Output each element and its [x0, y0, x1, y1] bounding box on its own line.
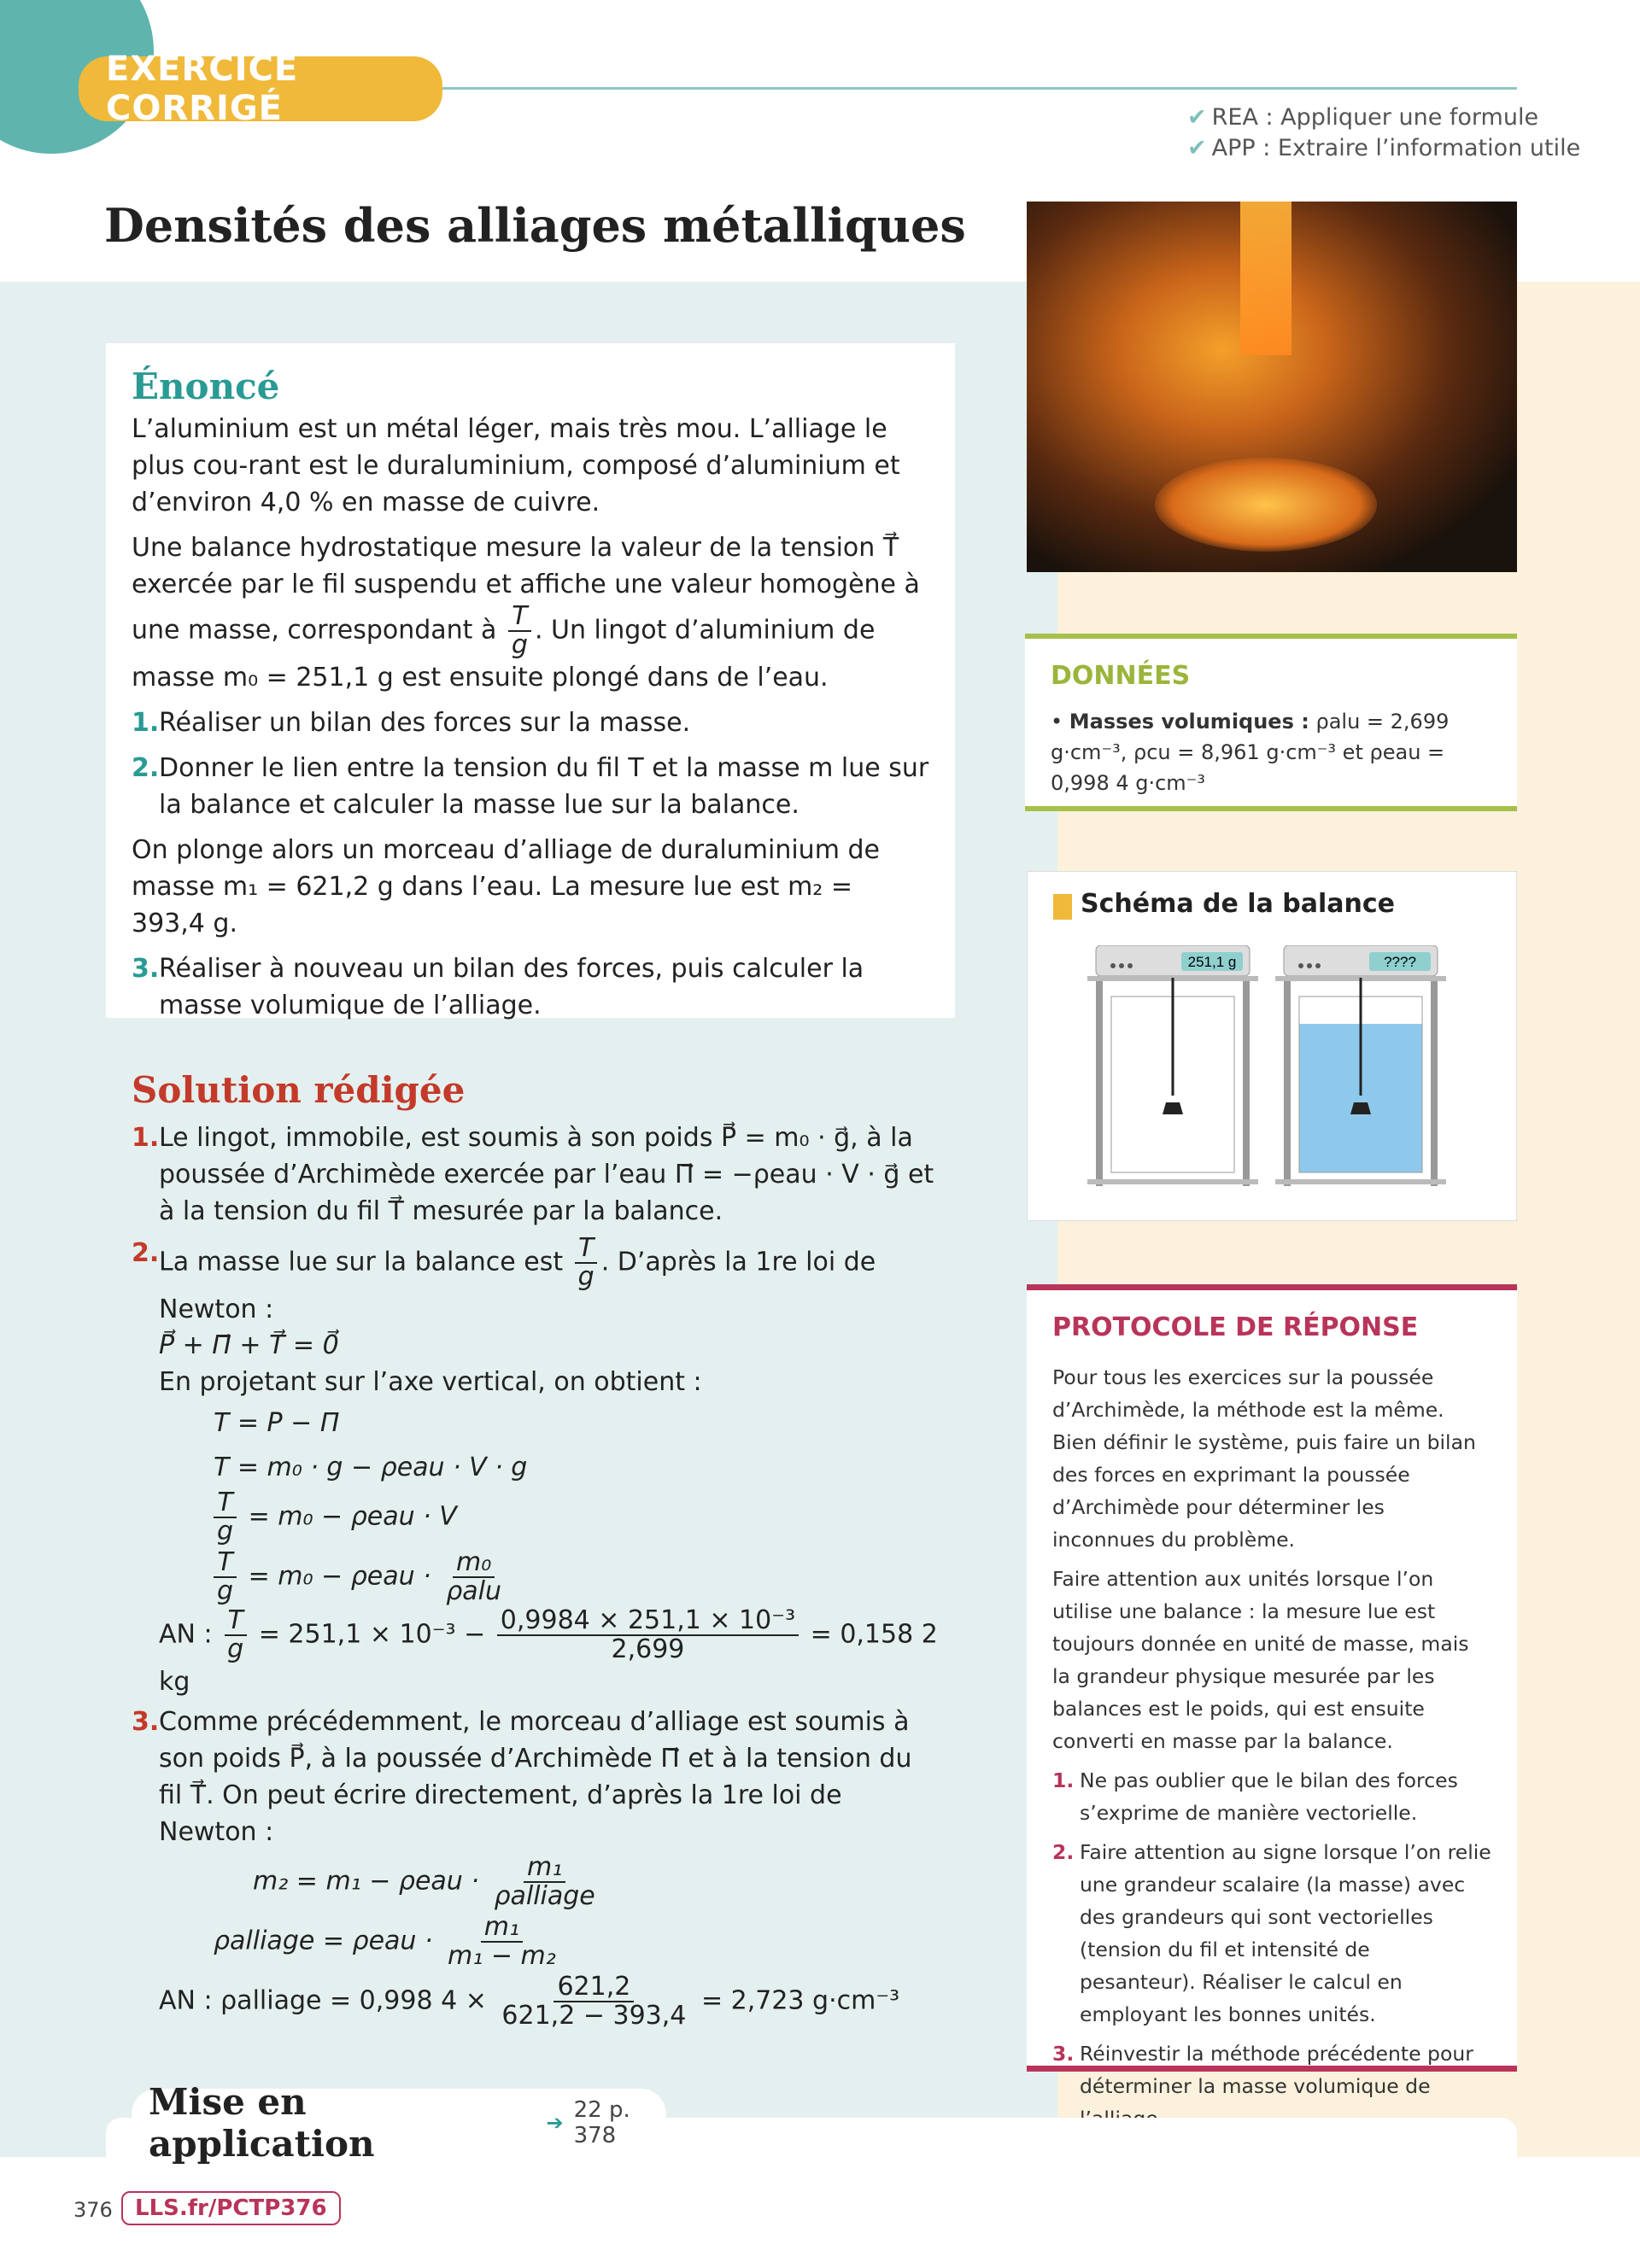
enonce-heading: Énoncé [132, 365, 280, 407]
molten-metal-photo [1027, 202, 1517, 572]
enonce-box [106, 343, 955, 1018]
protocole-item: 1. Ne pas oublier que le bilan des forces s’exprime de manière vectorielle. [1052, 1768, 1458, 1825]
skill-item: ✔ APP : Extraire l’information utile [1187, 135, 1581, 161]
protocole-paragraph: Pour tous les exercices sur la poussée d’Archimède, la méthode est la même. Bien définir le système, puis faire un bilan des forces en exprimant la poussée d’Archimède pour déterminer les inconnues du problème. [1052, 1365, 1476, 1552]
numeric-application: AN : ρalliage = 0,998 4 × $\frac{621,2}{621,2 - 393,4}$ = 2,723 g·cm⁻³ [159, 1972, 900, 2031]
question-item: 2. Donner le lien entre la tension du fil T et la masse m lue sur la balance et calculer la masse lue sur la balance. [132, 753, 929, 820]
arrow-right-icon: ➔ [546, 2111, 564, 2135]
check-icon: ✔ [1187, 135, 1207, 161]
donnees-heading: DONNÉES [1051, 661, 1191, 691]
page-number: 376 [73, 2198, 113, 2222]
schema-box [1027, 871, 1517, 1221]
protocole-heading: PROTOCOLE DE RÉPONSE [1052, 1312, 1419, 1342]
skills-list [1187, 102, 1580, 164]
protocole-item: 3. Réinvestir la méthode précédente pour déterminer la masse volumique de [1052, 2042, 1473, 2098]
balance-display: 251,1 g [1187, 954, 1237, 970]
mise-reference[interactable]: 22 p. 378 [573, 2097, 630, 2148]
equation: $\frac{T}{g}$ = m₀ − ρeau · V [210, 1489, 943, 1546]
schema-heading: Schéma de la balance [1081, 889, 1396, 919]
exercise-badge: EXERCICE CORRIGÉ [79, 56, 442, 121]
solution-text: En projetant sur l’axe vertical, on obtient : [159, 1367, 702, 1397]
skill-item: ✔ REA : Appliquer une formule [1187, 104, 1539, 131]
check-icon: ✔ [1187, 104, 1207, 131]
enonce-paragraph: L’aluminium est un métal léger, mais très mou. L’alliage le plus cou-rant est le duraluminium, composé d’aluminium et d’environ 4,0 % en masse de cuivre. [132, 414, 900, 517]
solution-heading: Solution rédigée [132, 1069, 466, 1111]
question-item: 3. Réaliser à nouveau un bilan des forces, puis calculer la masse volumique de l’alliage. [132, 954, 864, 1020]
solution-item: 2. La masse lue sur la balance est $\frac{T}{g}$ . D’après la 1re loi de Newton : [132, 1233, 876, 1324]
equation: T = P − Π [214, 1408, 340, 1438]
fraction-t-over-g: $\frac{T}{g}$ [508, 603, 531, 659]
enonce-paragraph: On plonge alors un morceau d’alliage de duraluminium de masse m₁ = 621,2 g dans l’eau. La mesure lue est m₂ = 393,4 g. [132, 835, 880, 938]
balance-display: ???? [1384, 954, 1416, 970]
donnees-box [1025, 634, 1517, 811]
enonce-paragraph: Une balance hydrostatique mesure la valeur de la tension T⃗ exercée par le fil suspendu et affiche une valeur homogène à une masse, correspondant à $\frac{T}{g}$ . Un lingot d’aluminium de masse m₀ = 251,1 g est ensuite plongé dans de l’eau. [132, 533, 920, 693]
solution-section [132, 1069, 943, 2030]
mise-en-application[interactable] [132, 2081, 666, 2165]
resource-link[interactable]: LLS.fr/PCTP376 [121, 2191, 341, 2225]
protocole-paragraph: Faire attention aux unités lorsque l’on utilise une balance : la mesure lue est toujours donnée en unité de masse, mais la grandeur physique mesurée par les balances est le poids, qui est ensuite converti en masse par la balance. [1052, 1567, 1469, 1753]
protocole-item: 2. Faire attention au signe lorsque l’on relie une grandeur scalaire (la masse) avec des grandeurs qui sont vectorielles (tension du fil et intensité de pesanteur). Réaliser le calcul en employant les bonnes unités. [1052, 1840, 1491, 2026]
question-item: 1. Réaliser un bilan des forces sur la masse. [132, 708, 691, 738]
solution-item: 3. Comme précédemment, le morceau d’alliage est soumis à son poids P⃗, à la poussée d’Archimède Π⃗ et à la tension du fil T⃗. On peut écrire directement, d’après la 1re loi de Newton : [132, 1707, 912, 1847]
balance-diagram [1087, 945, 1463, 1201]
equation: m₂ = m₁ − ρeau · $\frac{\text{m₁}}{\text{ρalliage}}$ [253, 1852, 595, 1911]
page-title: Densités des alliages métalliques [104, 198, 966, 253]
mise-title: Mise en application [149, 2081, 375, 2165]
header-rule [442, 87, 1517, 90]
donnees-text: • Masses volumiques : ρalu = 2,699 g·cm⁻³, ρcu = 8,961 g·cm⁻³ et ρeau = 0,998 4 g·cm⁻³ [1051, 710, 1450, 795]
protocole-box [1027, 1284, 1517, 2098]
heading-marker [1053, 894, 1072, 920]
numeric-application: AN : $\frac{T}{g}$ = 251,1 × 10⁻³ − $\frac{\text{0,9984 × 251,1 × 10⁻³}}{2,699}$ = 0,158 2 kg [159, 1605, 938, 1697]
equation: ρalliage = ρeau · $\frac{\text{m₁}}{\text{m₁ − m₂}}$ [214, 1912, 556, 1971]
equation: $\frac{T}{g}$ = m₀ − ρeau · $\frac{\text{m₀}}{\text{ρalu}}$ [210, 1549, 943, 1605]
solution-item: 1. Le lingot, immobile, est soumis à son poids P⃗ = m₀ · g⃗, à la poussée d’Archimède exercée par l’eau Π⃗ = −ρeau · V · g⃗ et à la tension du fil T⃗ mesurée par la balance. [132, 1123, 934, 1226]
newton-equation: P⃗ + Π⃗ + T⃗ = 0⃗ [159, 1330, 339, 1360]
equation: T = m₀ · g − ρeau · V · g [214, 1453, 528, 1482]
